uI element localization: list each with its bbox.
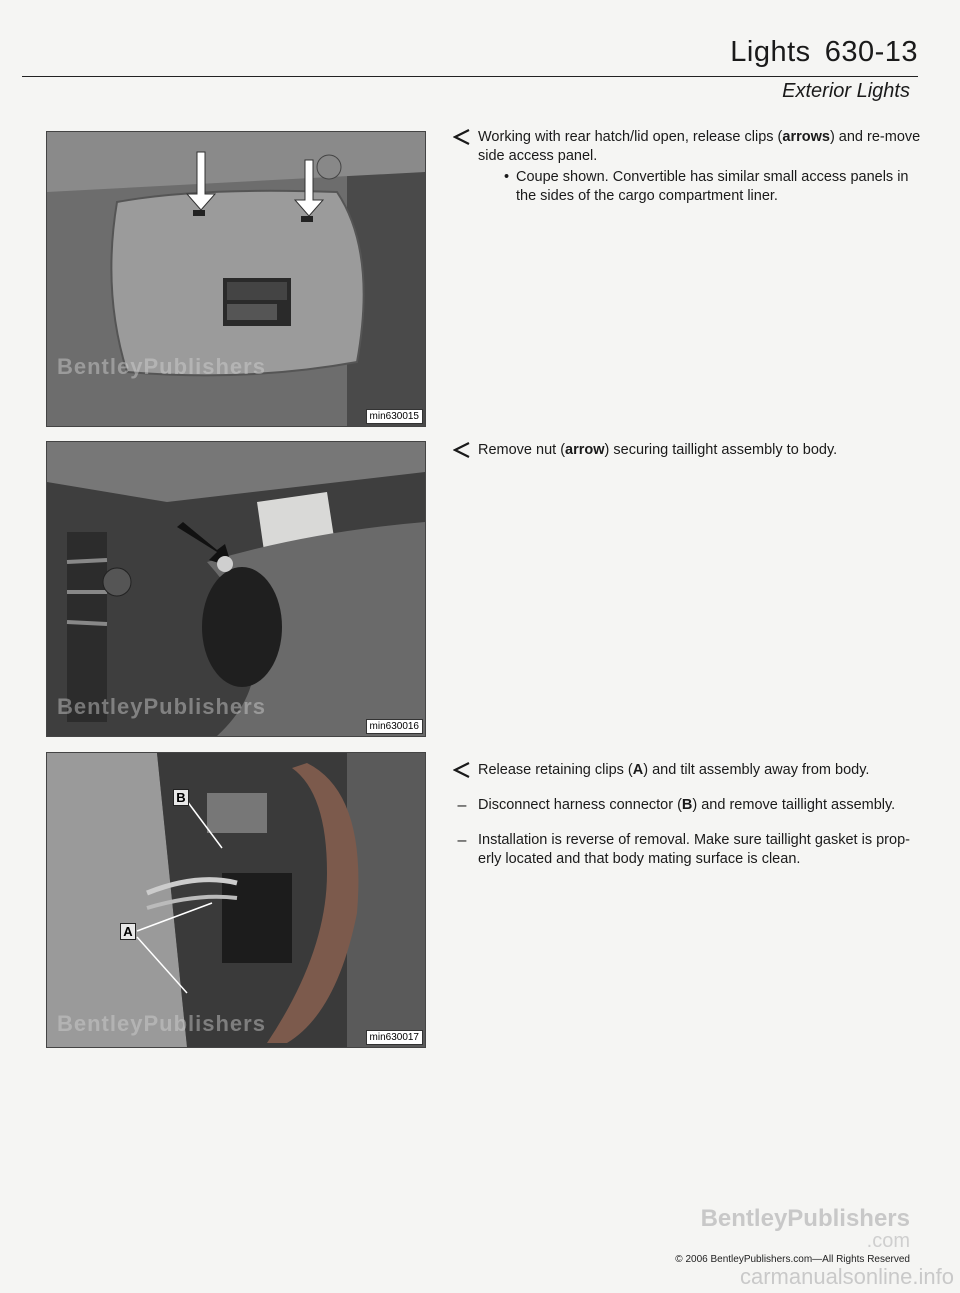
page-number: 630-13 — [824, 36, 918, 68]
lead-arrow-icon — [452, 128, 472, 152]
footer-copyright: © 2006 BentleyPublishers.com—All Rights Reserved — [675, 1254, 910, 1265]
footer-site-watermark: carmanualsonline.info — [739, 1264, 954, 1289]
procedure-block-1 — [452, 128, 922, 219]
procedure-block-2 — [452, 441, 922, 473]
lead-arrow-icon — [452, 761, 472, 785]
procedure-step: Working with rear hatch/lid open, release clips (arrows) and re-move side access panel. • Coupe shown. Convertible has similar small access panels in the sides of the cargo compartment liner. — [452, 128, 922, 206]
photo-side-access-panel — [46, 131, 426, 427]
callout-b: B — [173, 789, 189, 806]
chapter-title: Lights — [730, 36, 811, 68]
procedure-step: Remove nut (arrow) securing taillight assembly to body. — [452, 441, 922, 460]
photo-watermark: BentleyPublishers — [57, 354, 266, 379]
bullet-dot-icon: • — [504, 169, 510, 185]
photo-taillight-assembly-image — [47, 753, 425, 1047]
page-header — [730, 36, 918, 69]
procedure-step: – Disconnect harness connector (B) and remove taillight assembly. — [452, 796, 922, 815]
photo-side-access-panel-image — [47, 132, 425, 426]
dash-marker: – — [457, 832, 467, 849]
photo-id: min630016 — [366, 719, 423, 734]
photo-id: min630015 — [366, 409, 423, 424]
callout-a: A — [120, 923, 136, 940]
lead-arrow-icon — [452, 441, 472, 465]
photo-taillight-nut — [46, 441, 426, 737]
procedure-step: Release retaining clips (A) and tilt assembly away from body. — [452, 761, 922, 780]
footer-brand-logo: BentleyPublishers .com — [700, 1205, 910, 1252]
procedure-step: – Installation is reverse of removal. Make sure taillight gasket is prop-erly located and that body mating surface is clean. — [452, 831, 922, 869]
photo-watermark: BentleyPublishers — [57, 1011, 266, 1036]
photo-taillight-nut-image — [47, 442, 425, 736]
photo-id: min630017 — [366, 1030, 423, 1045]
header-rule — [22, 76, 918, 77]
photo-taillight-assembly — [46, 752, 426, 1048]
section-title: Exterior Lights — [782, 80, 910, 102]
procedure-bullet: • Coupe shown. Convertible has similar small access panels in the sides of the cargo compartment liner. — [504, 169, 909, 204]
photo-watermark: BentleyPublishers — [57, 694, 266, 719]
dash-marker: – — [457, 797, 467, 814]
procedure-block-3 — [452, 761, 922, 882]
